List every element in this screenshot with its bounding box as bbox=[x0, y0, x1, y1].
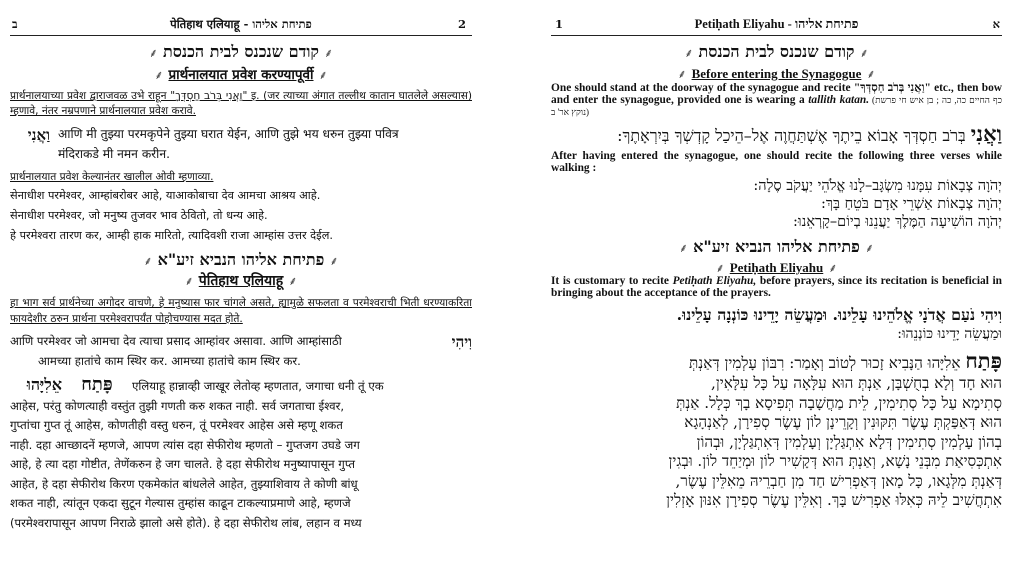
verse-line: सेनाधीश परमेश्वर, आम्हांबरोबर आहे, याआकोबाचा देव आमचा आश्रय आहे. bbox=[10, 189, 321, 202]
body-line: आहे, हे त्या दहा गोष्टीत, तेणेंकरुन हे जग चालते. हे दहा सेफीरोथ मनुष्यापासून गुप्त bbox=[10, 457, 356, 471]
header-title: पेतिहाथ एलियाहू - פתיחת אליהו bbox=[170, 17, 312, 31]
instruction-1-text: One should stand at the doorway of the synagogue and recite "וַאֲנִי בְּרֹב חַסְדְּךָ" etc., then bow and enter the synagogue, provided one is wearing a bbox=[551, 82, 1002, 107]
hebrew-heading-row bbox=[551, 237, 1002, 257]
hebrew-verse-list bbox=[551, 177, 1002, 231]
instruction-1-tallith: tallith katan. bbox=[808, 94, 870, 107]
body-line: गुप्तांचा गुप्त तूं आहेस, कोणतीही वस्तु धरुन, तूं परमेश्वर आहेस असे म्हणू शकत bbox=[10, 418, 343, 432]
vaani-rest: בְּרֹב חַסְדְּךָ אָבוֹא בֵיתֶךָ אֶשְׁתַּחֲוֶה אֶל–הֵיכַל קָדְשְׁךָ בְּיִרְאָתֶךָ: bbox=[617, 125, 971, 145]
instruction-2: After having entered the synagogue, one should recite the following three verses while walking : bbox=[551, 149, 1002, 174]
vaani-verse bbox=[551, 120, 1002, 146]
vayehi-line-1: आणि परमेश्वर जो आमचा देव त्याचा प्रसाद आम्हांवर असावा. आणि आम्हांसाठी bbox=[10, 334, 342, 348]
english-heading-row bbox=[551, 63, 1002, 79]
patach-hebrew: פָּתַח bbox=[81, 374, 113, 395]
hebrew-heading-row bbox=[10, 42, 472, 62]
verse-line: सेनाधीश परमेश्वर, जो मनुष्य तुजवर भाव ठेवितो, तो धन्य आहे. bbox=[10, 209, 268, 222]
body-line: नाही. दहा आच्छादनें म्हणजे, आपण त्यांस दहा सेफीरोथ म्हणतो – गुप्तजग उघडे जग bbox=[10, 437, 360, 452]
left-ornament-icon: ⸙ bbox=[679, 241, 689, 256]
body-line: शकत नाही, त्यांतून एकदा सुटून गेल्यास तुम्हांस काढून टाकल्याप्रमाणे आहे, म्हणजे bbox=[10, 496, 351, 510]
hebrew-body-line: אִתְכְּסִיאַת מִבְּנֵי נָשָׁא, וְאַנְתְּ הוּא דְּקָשִׁיר לוֹן וּמְיַחֵד לוֹן. וּבְגִין bbox=[668, 452, 1002, 471]
left-page-header bbox=[10, 14, 472, 36]
english-heading: Before entering the Synagogue bbox=[691, 66, 862, 81]
hebrew-heading: פתיחת אליהו הנביא זיע"א bbox=[157, 250, 325, 269]
intro-paragraph: प्रार्थनालयाच्या प्रवेश द्वाराजवळ उभे राहून "וַאֲנִי בְּרֹב חַסְדְּךָ" इ. (जर त्याच्या अंगात तल्लीथ कातान घातलेले असल्यास) म्हणावे, नंतर नम्रपणाने प्रार्थनालयात प्रवेश करावे. bbox=[10, 90, 472, 117]
patach-rest: אֵלִיָּהוּ הַנָּבִיא זָכוּר לְטוֹב וְאָמַר: רִבּוֹן עָלְמִין דְּאַנְתְּ bbox=[689, 354, 966, 373]
header-hebrew-letter: א bbox=[992, 17, 1000, 31]
left-ornament-icon: ⸙ bbox=[143, 254, 153, 268]
hebrew-body-line: הוּא דְּאַפַּקְתְּ עֶשֶׂר תִּקּוּנִין וְקָרֵינָן לוֹן עֶשֶׂר סְפִירָן, לְאַנְהָגָא bbox=[684, 413, 1002, 432]
hebrew-heading-row bbox=[10, 250, 472, 270]
right-ornament-icon: ⸙ bbox=[324, 46, 334, 60]
left-ornament-icon: ⸙ bbox=[677, 67, 687, 81]
left-ornament-icon: ⸙ bbox=[154, 68, 164, 82]
left-ornament-icon: ⸙ bbox=[684, 46, 694, 60]
hebrew-heading-row bbox=[551, 42, 1002, 62]
custom-note bbox=[551, 275, 1002, 299]
marathi-heading: प्रार्थनालयात प्रवेश करण्यापूर्वी bbox=[168, 67, 314, 83]
vaani-line-1: आणि मी तुझ्या परमकृपेने तुझ्या घरात येईन, आणि तुझे भय धरुन तुझ्या पवित्र bbox=[58, 127, 399, 141]
body-line: आहेत, हे दहा सेफीरोथ किरण एकमेकांत बांधलेले आहेत, तुझ्याशिवाय ते कोणी बांधू bbox=[10, 476, 358, 491]
patach-first-line bbox=[551, 350, 1002, 374]
hebrew-heading: פתיחת אליהו הנביא זיע"א bbox=[693, 237, 860, 257]
right-page bbox=[551, 0, 1002, 575]
hebrew-heading: קודם שנכנס לבית הכנסת bbox=[163, 42, 319, 61]
hebrew-heading: קודם שנכנס לבית הכנסת bbox=[698, 42, 855, 61]
header-page-number: 1 bbox=[555, 17, 564, 31]
marathi-heading: पेतिहाथ एलियाहू bbox=[198, 273, 284, 289]
hebrew-body-line: בְהוֹן עָלְמִין סְתִימִין דְּלָא אִתְגַּלְיָן וְעָלְמִין דְּאִתְגַּלְיָן, וּבְהוֹן bbox=[696, 432, 1002, 451]
english-heading: Petiḥath Eliyahu bbox=[729, 260, 824, 276]
left-ornament-icon: ⸙ bbox=[148, 46, 158, 60]
vayehi-line: וִיהִי נֹעַם אֲדֹנָי אֱלֹהֵינוּ עָלֵינוּ. וּמַעֲשֵׂה יָדֵינוּ כּוֹנְנָה עָלֵינוּ. bbox=[676, 305, 1002, 325]
right-ornament-icon: ⸙ bbox=[828, 261, 838, 276]
vaani-lead: וַאֲנִי bbox=[970, 120, 1002, 146]
body-line: आहेस, परंतु कोणत्याही वस्तुंत तुझी गणती करु शकत नाही. सर्व जगताचा ईश्वर, bbox=[10, 398, 345, 413]
patach-block bbox=[551, 350, 1002, 511]
patach-lead: פָּתַח bbox=[965, 348, 1002, 374]
vayehi-line: וּמַעֲשֵׂה יָדֵינוּ כּוֹנְנֵהוּ: bbox=[897, 326, 1002, 343]
hebrew-body-line: אִתְחֲשִׁיב לֵיהּ כְּאִלּוּ אַפְרִישׁ בָּךְ. וְאִלֵּין עֶשֶׂר סְפִירָן אִנּוּן אָזְלִין bbox=[666, 491, 1002, 510]
hebrew-body-line: סְתִימָא עַל כָּל סְתִימִין, לֵית מַחֲשָׁבָה תְּפִיסָא בָךְ כְּלָל. אַנְתְּ bbox=[676, 393, 1002, 412]
custom-note-text: It is customary to recite bbox=[551, 275, 673, 288]
hebrew-verse: יְהֹוָה הוֹשִׁיעָה הַמֶּלֶךְ יַעֲנֵנוּ בְיוֹם–קָרְאֵנוּ: bbox=[793, 214, 1002, 231]
hebrew-body-line: דְּאַנְתְּ מִלְּגָאו, כָּל מָאן דְּאַפְרִישׁ חַד מִן חַבְרֵיהּ מֵאִלֵּין עֶשֶׂר, bbox=[675, 471, 1002, 490]
right-ornament-icon: ⸙ bbox=[866, 67, 876, 81]
header-title: Petiḥath Eliyahu - פתיחת אליהו bbox=[694, 17, 859, 31]
after-entering-note: प्रार्थनालयात प्रवेश केल्यानंतर खालील ओवी म्हणाव्या. bbox=[10, 171, 214, 183]
body-line: एलियाहू हान्नाव्ही जाखूर लेतोव्ह म्हणतात, जगाचा धनी तूं एक bbox=[132, 379, 384, 393]
patach-block bbox=[10, 374, 472, 533]
hebrew-verse: יְהֹוָה צְבָאוֹת אַשְׁרֵי אָדָם בֹּטֵחַ בָּךְ: bbox=[820, 196, 1002, 213]
hebrew-body-line: הוּא חָד וְלָא בְחֻשְׁבָּן, אַנְתְּ הוּא עִלָּאָה עַל כָּל עִלָּאִין, bbox=[711, 374, 1002, 393]
right-ornament-icon: ⸙ bbox=[288, 274, 298, 288]
right-page-header bbox=[551, 14, 1002, 36]
instruction-1 bbox=[551, 82, 1002, 119]
vayehi-block bbox=[10, 332, 472, 371]
left-ornament-icon: ⸙ bbox=[184, 274, 194, 288]
custom-note-italic: Petiḥath Eliyahu, bbox=[672, 275, 757, 288]
hebrew-verse: יְהֹוָה צְבָאוֹת עִמָּנוּ מִשְׂגָּב–לָנוּ אֱלֹהֵי יַעֲקֹב סֶלָה: bbox=[753, 178, 1002, 195]
left-ornament-icon: ⸙ bbox=[715, 261, 725, 276]
right-ornament-icon: ⸙ bbox=[864, 241, 874, 256]
vaani-block bbox=[10, 125, 472, 164]
marathi-heading-row bbox=[10, 270, 472, 292]
verse-list bbox=[10, 186, 472, 246]
right-ornament-icon: ⸙ bbox=[318, 68, 328, 82]
note-paragraph: हा भाग सर्व प्रार्थनेच्या अगोदर वाचणे, हे मनुष्यास फार चांगले असते, ह्यामुळे सफलता व परमेश्वराची भिती धरण्याकरिता फायदेशीर ठरुन प्रार्थना परमेश्वरापर्यंत पोहोचण्यास मदत होते. bbox=[10, 297, 472, 325]
right-ornament-icon: ⸙ bbox=[329, 254, 339, 268]
english-heading-row bbox=[551, 257, 1002, 276]
patach-first-line bbox=[10, 374, 472, 397]
vayehi-hebrew: וִיהִי bbox=[451, 333, 472, 351]
vaani-hebrew: וַאֲנִי bbox=[27, 126, 50, 144]
vaani-line-2: मंदिराकडे मी नमन करीन. bbox=[58, 146, 170, 161]
body-line: (परमेश्वरापासून आपण निराळे झालो असे होते). हे दहा सेफीरोथ लांब, लहान व मध्य bbox=[10, 515, 362, 530]
marathi-heading-row bbox=[10, 64, 472, 85]
right-ornament-icon: ⸙ bbox=[859, 46, 869, 60]
verse-line: हे परमेश्वरा तारण कर, आम्ही हाक मारितो, त्यादिवशी राजा आम्हांस उत्तर देईल. bbox=[10, 229, 333, 242]
vayehi-line-2: आमच्या हातांचे काम स्थिर कर. आमच्या हातांचे काम स्थिर कर. bbox=[38, 353, 301, 368]
custom-note-text-end: before prayers, since its recitation is beneficial in bringing about the acceptance of the prayers. bbox=[551, 275, 1002, 300]
eliyahu-hebrew: אֵלִיָּהוּ bbox=[26, 375, 62, 394]
left-page bbox=[10, 0, 472, 575]
header-hebrew-letter: ב bbox=[12, 17, 18, 31]
instruction-1-source: (כף החיים כה, כה ; בן איש חי פרשת נוקץ אר' ב) bbox=[551, 95, 1002, 118]
vayehi-block bbox=[551, 305, 1002, 344]
header-page-number: 2 bbox=[457, 17, 466, 31]
